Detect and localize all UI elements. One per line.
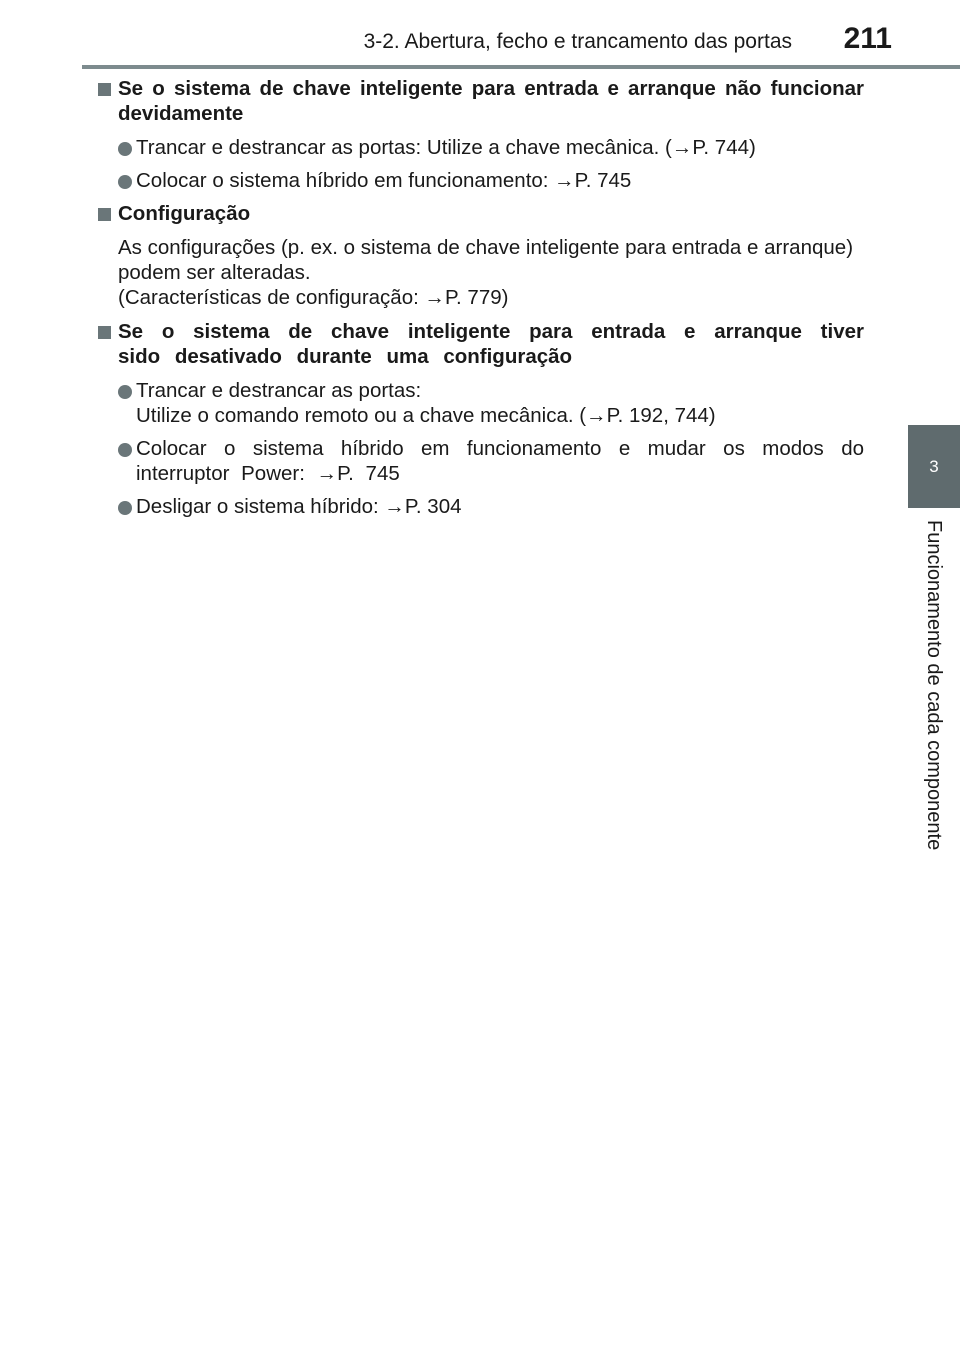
page-number: 211 bbox=[843, 22, 892, 55]
heading-text: Se o sistema de chave inteligente para entrada e arranque tiver sido desativado durante uma configuração bbox=[118, 320, 864, 368]
list-item-text: Utilize o comando remoto ou a chave mecânica. (→P. 192, 744) bbox=[136, 404, 716, 427]
square-bullet-icon bbox=[98, 208, 111, 221]
chapter-number: 3 bbox=[929, 456, 939, 476]
paragraph-text: As configurações (p. ex. o sistema de chave inteligente para entrada e arranque) podem ser alteradas. bbox=[118, 236, 854, 284]
square-bullet-icon bbox=[98, 83, 111, 96]
section-heading bbox=[94, 76, 864, 126]
chapter-tab[interactable] bbox=[908, 425, 960, 508]
list-item bbox=[94, 436, 864, 486]
section-heading bbox=[94, 319, 864, 369]
header-rule bbox=[82, 65, 960, 69]
list-item bbox=[94, 494, 864, 519]
heading-text: Configuração bbox=[118, 202, 251, 225]
paragraph-text: (Características de configuração: →P. 779) bbox=[118, 286, 509, 309]
list-item-text: Trancar e destrancar as portas: Utilize a chave mecânica. (→P. 744) bbox=[136, 136, 756, 159]
list-item-text: Colocar o sistema híbrido em funcionamento: →P. 745 bbox=[136, 169, 632, 192]
section-heading bbox=[94, 201, 864, 226]
circle-bullet-icon bbox=[118, 501, 132, 515]
page-content bbox=[94, 76, 864, 527]
list-item-text: Desligar o sistema híbrido: →P. 304 bbox=[136, 495, 462, 518]
circle-bullet-icon bbox=[118, 142, 132, 156]
square-bullet-icon bbox=[98, 326, 111, 339]
list-item-text: Trancar e destrancar as portas: bbox=[136, 379, 422, 402]
list-item-text: Colocar o sistema híbrido em funcionamento e mudar os modos do interruptor Power: →P. 745 bbox=[136, 437, 864, 485]
circle-bullet-icon bbox=[118, 175, 132, 189]
heading-text: Se o sistema de chave inteligente para entrada e arranque não funcionar devidamente bbox=[118, 77, 864, 125]
circle-bullet-icon bbox=[118, 443, 132, 457]
page-header bbox=[0, 0, 960, 68]
chapter-title: Funcionamento de cada componente bbox=[923, 520, 945, 851]
section-title: 3-2. Abertura, fecho e trancamento das portas bbox=[363, 30, 792, 53]
paragraph bbox=[94, 235, 864, 310]
list-item bbox=[94, 378, 864, 428]
circle-bullet-icon bbox=[118, 385, 132, 399]
list-item bbox=[94, 135, 864, 160]
list-item bbox=[94, 168, 864, 193]
